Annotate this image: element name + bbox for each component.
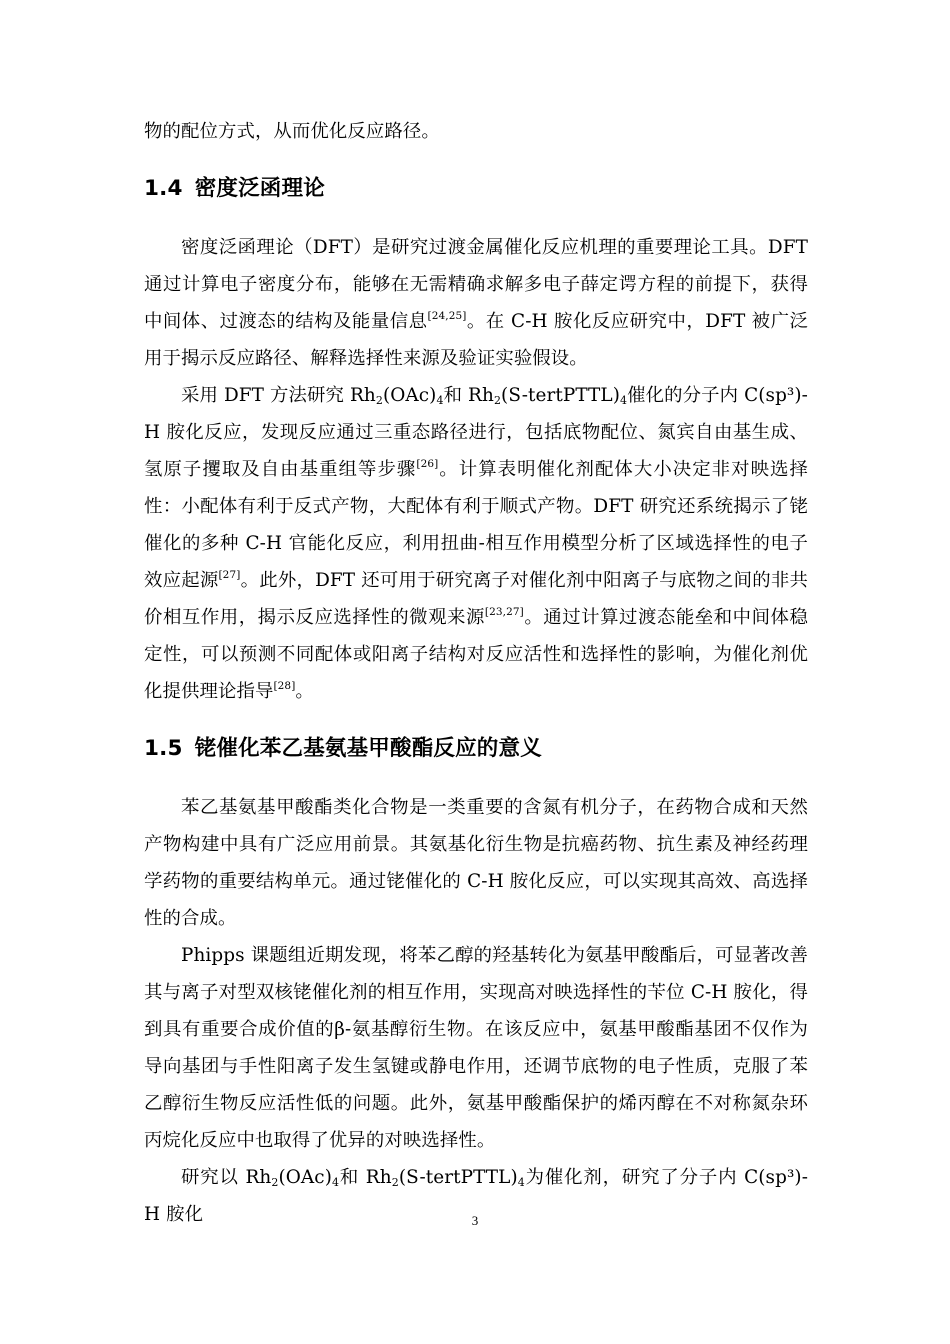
subscript: 4 bbox=[331, 1176, 340, 1189]
text-run: (S-tertPTTL) bbox=[501, 385, 620, 406]
text-run: 。在 C-H 胺化反应研究中，DFT 被广泛用于揭示反应路径、解释选择性来源及验证实验假设。 bbox=[144, 311, 808, 369]
page-number: 3 bbox=[471, 1213, 479, 1228]
subscript: 2 bbox=[391, 1176, 399, 1189]
text-run: 。计算表明催化剂配体大小决定非对映选择性：小配体有利于反式产物，大配体有利于顺式产物。DFT 研究还系统揭示了铑催化的多种 C-H 官能化反应，利用扭曲-相互作用模型分析了区域选择性的电子效应起源 bbox=[144, 459, 808, 591]
text-run: (OAc) bbox=[278, 1167, 332, 1188]
text-run: 。通过计算过渡态能垒和中间体稳定性，可以预测不同配体或阳离子结构对反应活性和选择性的影响，为催化剂优化提供理论指导 bbox=[144, 607, 808, 702]
continuation-paragraph: 物的配位方式，从而优化反应路径。 bbox=[144, 121, 440, 142]
section-title: 密度泛函理论 bbox=[194, 176, 325, 201]
citation: [23,27] bbox=[484, 606, 524, 618]
text-run: (OAc) bbox=[382, 385, 437, 406]
citation: [24,25] bbox=[427, 310, 467, 322]
dft-paragraph-2 bbox=[144, 377, 808, 710]
citation: [27] bbox=[218, 569, 241, 581]
subscript: 2 bbox=[493, 394, 502, 407]
subscript: 2 bbox=[271, 1176, 279, 1189]
carbamate-paragraph-2: Phipps 课题组近期发现，将苯乙醇的羟基转化为氨基甲酸酯后，可显著改善其与离子对型双核铑催化剂的相互作用，实现高对映选择性的苄位 C-H 胺化，得到具有重要合成价值的β-氨基醇衍生物。在该反应中，氨基甲酸酯基团不仅作为导向基团与手性阳离子发生氢键或静电作用，还调节底物的电子性质，克服了苯乙醇衍生物反应活性低的问题。此外，氨基甲酸酯保护的烯丙醇在不对称氮杂环丙烷化反应中也取得了优异的对映选择性。 bbox=[144, 945, 808, 1151]
text-run: 为催化剂，研究了分子内 C(sp³)-H 胺化 bbox=[144, 1167, 809, 1225]
text-run: 催化的分子内 C(sp³)-H 胺化反应，发现反应通过三重态路径进行，包括底物配位、氮宾自由基生成、氢原子攫取及自由基重组等步骤 bbox=[144, 385, 808, 480]
subscript: 2 bbox=[375, 394, 383, 407]
text-run: 密度泛函理论（DFT）是研究过渡金属催化反应机理的重要理论工具。DFT通过计算电子密度分布，能够在无需精确求解多电子薛定谔方程的前提下，获得中间体、过渡态的结构及能量信息 bbox=[144, 237, 808, 332]
text-run: 和 Rh bbox=[339, 1167, 392, 1188]
section-title: 铑催化苯乙基氨基甲酸酯反应的意义 bbox=[194, 736, 542, 761]
section-heading-1-5 bbox=[144, 734, 808, 764]
text-run: 采用 DFT 方法研究 Rh bbox=[181, 385, 376, 406]
citation: [28] bbox=[273, 680, 296, 692]
text-run: (S-tertPTTL) bbox=[398, 1167, 518, 1188]
text-run: 。 bbox=[295, 681, 314, 702]
section-number: 1.5 bbox=[144, 736, 183, 761]
dft-paragraph-1 bbox=[144, 229, 808, 377]
text-run: 研究以 Rh bbox=[181, 1167, 272, 1188]
subscript: 4 bbox=[436, 394, 444, 407]
subscript: 4 bbox=[620, 394, 628, 407]
page-body bbox=[144, 113, 808, 1233]
subscript: 4 bbox=[517, 1176, 525, 1189]
citation: [26] bbox=[416, 458, 439, 470]
carbamate-paragraph-1: 苯乙基氨基甲酸酯类化合物是一类重要的含氮有机分子，在药物合成和天然产物构建中具有广泛应用前景。其氨基化衍生物是抗癌药物、抗生素及神经药理学药物的重要结构单元。通过铑催化的 C-H 胺化反应，可以实现其高效、高选择性的合成。 bbox=[144, 797, 808, 929]
text-run: 和 Rh bbox=[443, 385, 494, 406]
section-number: 1.4 bbox=[144, 176, 183, 201]
section-heading-1-4 bbox=[144, 174, 808, 204]
text-run: 。此外，DFT 还可用于研究离子对催化剂中阳离子与底物之间的非共价相互作用，揭示反应选择性的微观来源 bbox=[144, 570, 808, 628]
